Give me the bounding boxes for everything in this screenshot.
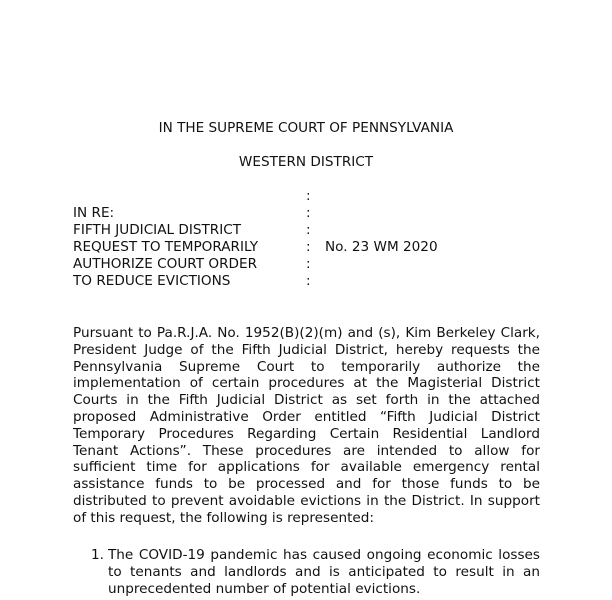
caption-colon: : [306, 188, 311, 204]
docket-number: No. 23 WM 2020 [325, 239, 438, 255]
caption-line: AUTHORIZE COURT ORDER [73, 256, 258, 272]
caption-line: FIFTH JUDICIAL DISTRICT [73, 222, 242, 238]
caption-line: REQUEST TO TEMPORARILY [73, 239, 259, 255]
list-item-text: The COVID-19 pandemic has caused ongoing economic losses to tenants and landlords and is anticipated to result in an unprecedented number of potential evictions. [108, 547, 540, 597]
caption-colon: : [306, 239, 311, 255]
caption-line: IN RE: [73, 205, 115, 221]
caption-divider [306, 188, 316, 290]
case-caption [73, 205, 308, 290]
caption-colon: : [306, 256, 311, 272]
district-heading: WESTERN DISTRICT [238, 154, 374, 170]
intro-paragraph: Pursuant to Pa.R.J.A. No. 1952(B)(2)(m) and (s), Kim Berkeley Clark, President Judge of the Fifth Judicial District, hereby requests the Pennsylvania Supreme Court to temporarily authorize the implementation of certain procedures at the Magisterial District Courts in the Fifth Judicial District as set forth in the attached proposed Administrative Order entitled “Fifth Judicial District Temporary Procedures Regarding Certain Residential Landlord Tenant Actions”. These procedures are intended to allow for sufficient time for applications for available emergency rental assistance funds to be processed and for those funds to be distributed to prevent avoidable evictions in the District. In support of this request, the following is represented: [73, 325, 540, 526]
court-heading: IN THE SUPREME COURT OF PENNSYLVANIA [158, 120, 454, 136]
list-item-number: 1. [91, 547, 104, 563]
caption-colon: : [306, 273, 311, 289]
caption-line: TO REDUCE EVICTIONS [73, 273, 231, 289]
caption-colon: : [306, 205, 311, 221]
caption-colon: : [306, 222, 311, 238]
list-item [91, 547, 540, 597]
